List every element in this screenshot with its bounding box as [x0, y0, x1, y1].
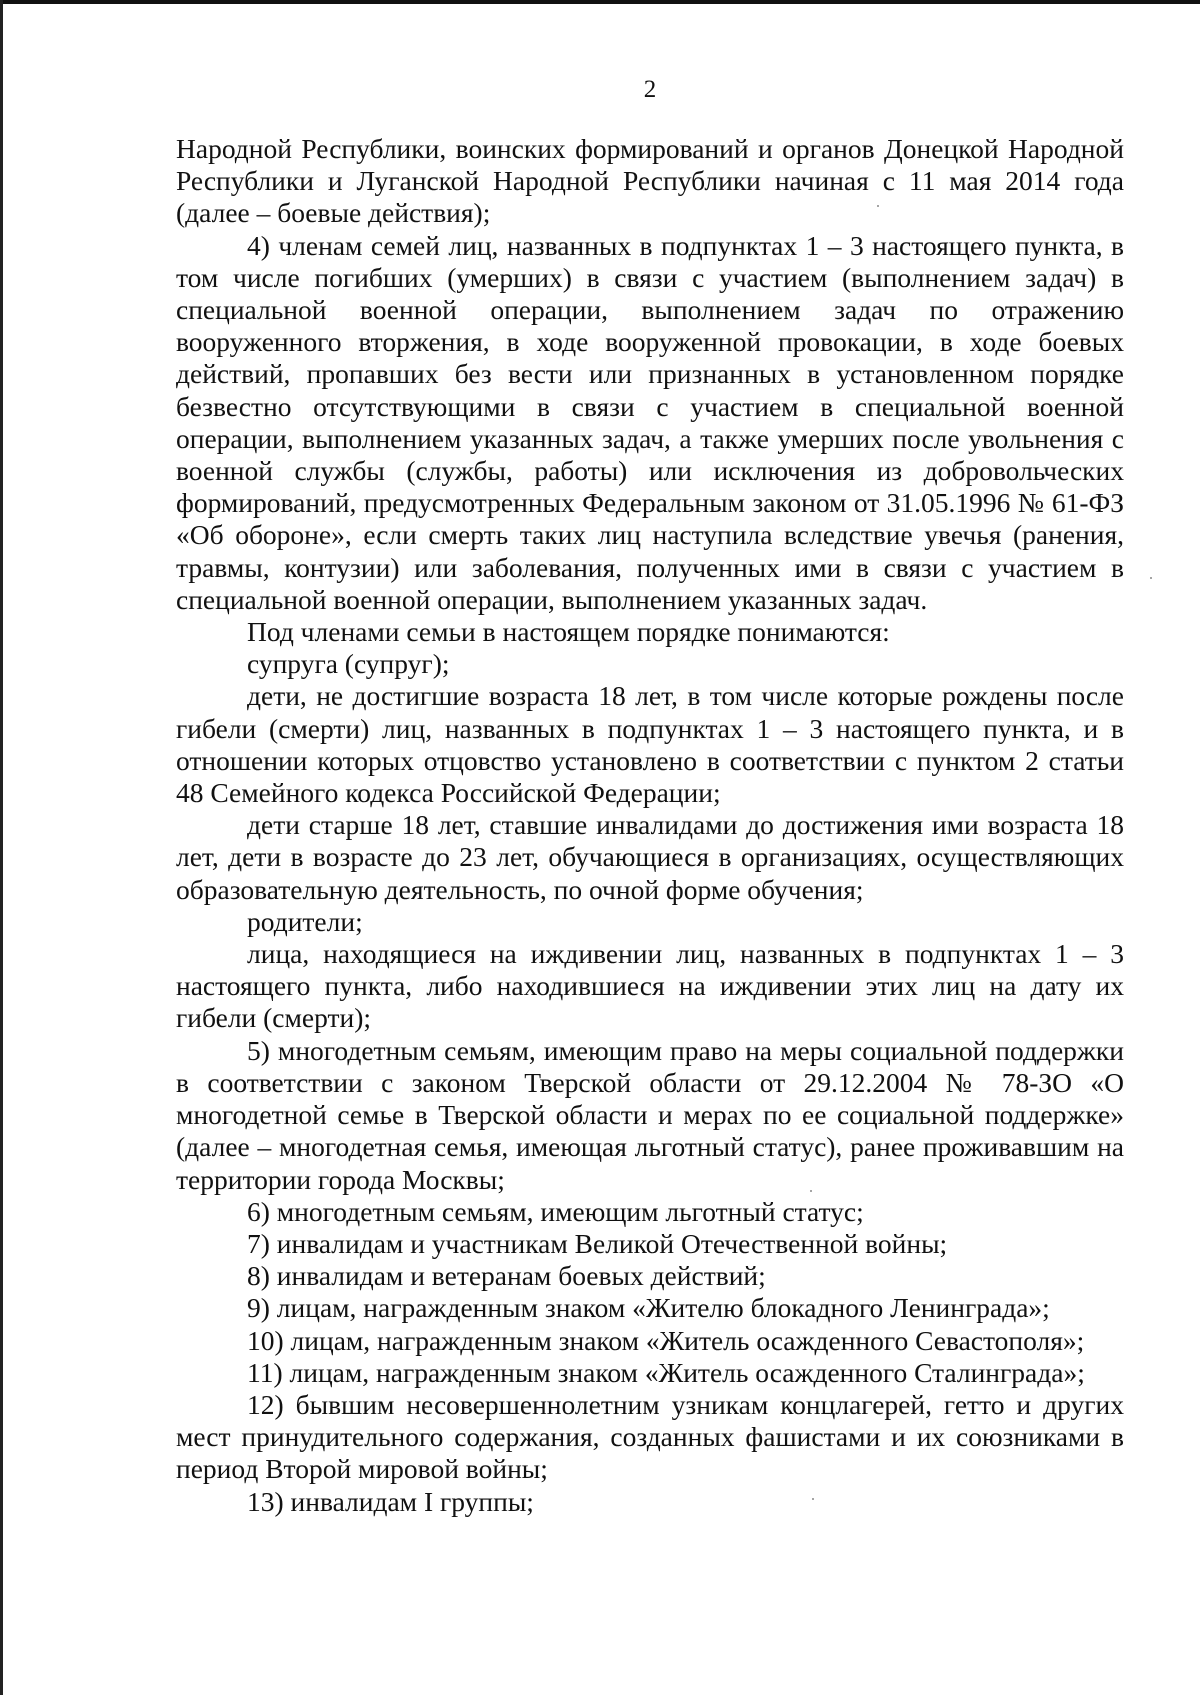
paragraph-continuation: Народной Республики, воинских формирований и органов Донецкой Народной Республики и Луганской Народной Республики начиная с 11 мая 2014 года (далее – боевые действия);: [176, 133, 1124, 229]
paragraph-family-definition: Под членами семьи в настоящем порядке понимаются:: [247, 616, 890, 648]
paragraph-parents: родители;: [247, 905, 363, 937]
scan-speck: [810, 1190, 812, 1192]
scan-speck: [877, 205, 879, 207]
paragraph-item-5: 5) многодетным семьям, имеющим право на меры социальной поддержки в соответствии с законом Тверской области от 29.12.2004 № 78-ЗО «О многодетной семье в Тверской области и мерах по ее социальной поддержке» (далее – многодетная семья, имеющая льготный статус), ранее проживавшим на территории города Москвы;: [176, 1034, 1124, 1195]
scan-speck: [812, 1498, 814, 1500]
paragraph-item-6: 6) многодетным семьям, имеющим льготный статус;: [247, 1195, 864, 1227]
paragraph-item-11: 11) лицам, награжденным знаком «Житель осажденного Сталинграда»;: [247, 1356, 1085, 1388]
paragraph-item-4: 4) членам семей лиц, названных в подпунктах 1 – 3 настоящего пункта, в том числе погибших (умерших) в связи с участием (выполнением задач) в специальной военной операции, выполнением задач по отражению вооруженного вторжения, в ходе вооруженной провокации, в ходе боевых действий, пропавших без вести или признанных в установленном порядке безвестно отсутствующими в связи с участием в специальной военной операции, выполнением указанных задач, а также умерших после увольнения с военной службы (службы, работы) или исключения из добровольческих формирований, предусмотренных Федеральным законом от 31.05.1996 № 61-ФЗ «Об обороне», если смерть таких лиц наступила вследствие увечья (ранения, травмы, контузии) или заболевания, полученных ими в связи с участием в специальной военной операции, выполнением указанных задач.: [176, 229, 1124, 615]
paragraph-children-over-18: дети старше 18 лет, ставшие инвалидами до достижения ими возраста 18 лет, дети в возрасте до 23 лет, обучающиеся в организациях, осуществляющих образовательную деятельность, по очной форме обучения;: [176, 809, 1124, 905]
paragraph-item-8: 8) инвалидам и ветеранам боевых действий;: [247, 1260, 766, 1292]
page-number: 2: [643, 76, 657, 103]
scan-left-edge: [0, 0, 3, 1695]
paragraph-item-10: 10) лицам, награжденным знаком «Житель осажденного Севастополя»;: [247, 1324, 1085, 1356]
paragraph-spouse: супруга (супруг);: [247, 648, 450, 680]
paragraph-item-9: 9) лицам, награжденным знаком «Жителю блокадного Ленинграда»;: [247, 1292, 1050, 1324]
document-body: [176, 133, 1124, 1518]
scan-speck: [1150, 577, 1152, 579]
paragraph-item-13: 13) инвалидам I группы;: [247, 1485, 534, 1517]
paragraph-item-7: 7) инвалидам и участникам Великой Отечественной войны;: [247, 1227, 948, 1259]
paragraph-dependents: лица, находящиеся на иждивении лиц, названных в подпунктах 1 – 3 настоящего пункта, либо находившиеся на иждивении этих лиц на дату их гибели (смерти);: [176, 938, 1124, 1034]
scan-top-edge: [0, 0, 1200, 4]
paragraph-item-12: 12) бывшим несовершеннолетним узникам концлагерей, гетто и других мест принудительного содержания, созданных фашистами и их союзниками в период Второй мировой войны;: [176, 1388, 1124, 1485]
paragraph-children-under-18: дети, не достигшие возраста 18 лет, в том числе которые рождены после гибели (смерти) лиц, названных в подпунктах 1 – 3 настоящего пункта, и в отношении которых отцовство установлено в соответствии с пунктом 2 статьи 48 Семейного кодекса Российской Федерации;: [176, 680, 1124, 809]
